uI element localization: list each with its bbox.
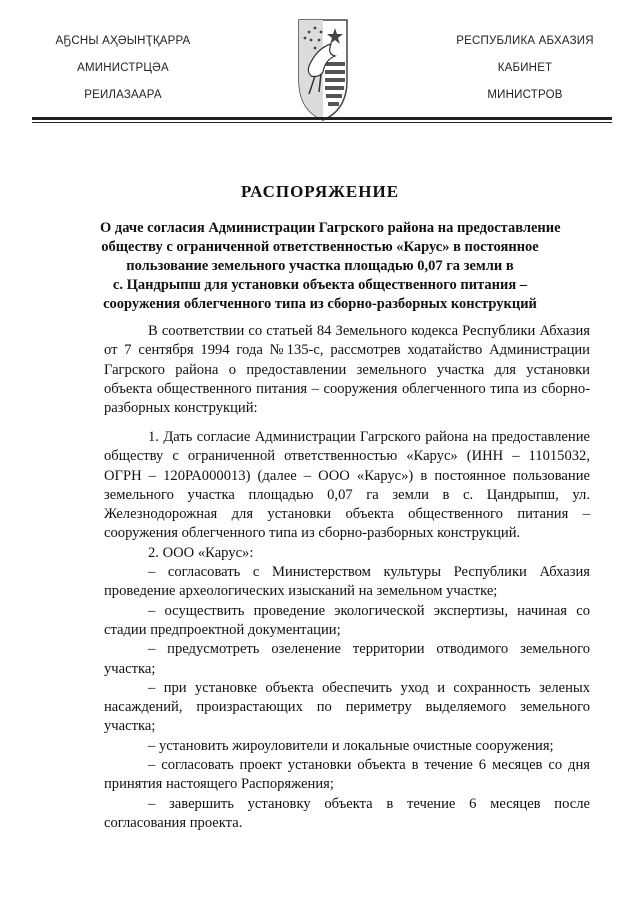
intro-paragraph: В соответствии со статьей 84 Земельного кодекса Республики Абхазия от 7 сентября 1994 года №135-с, рассмотрев ходатайство Администрации Гагрского района о предоставлении земельного участка для установки объекта общественного питания – сооружения облегченного типа из сборно-разборных конструкций: [104, 323, 590, 417]
header-right-line-3: МИНИСТРОВ [487, 89, 563, 101]
header-left-line-3: РЕИЛАЗААРА [84, 89, 162, 101]
header-divider-thick [32, 117, 612, 120]
subject-line: с. Цандрыпш для установки объекта общественного питания – [112, 277, 528, 293]
order-subitem: – установить жироуловители и локальные очистные сооружения; [148, 737, 554, 754]
subject-line: обществу с ограниченной ответственностью «Карус» в постоянное [101, 239, 539, 255]
subject-line: сооружения облегченного типа из сборно-разборных конструкций [103, 296, 537, 312]
header-right-line-1: РЕСПУБЛИКА АБХАЗИЯ [456, 35, 594, 47]
order-subitem: – завершить установку объекта в течение 6 месяцев после согласования проекта. [104, 795, 590, 831]
order-subitem: – осуществить проведение экологической экспертизы, начиная со стадии предпроектной документации; [104, 602, 590, 638]
header-left-line-2: АМИНИСТРЦӘА [77, 62, 169, 74]
subject-line: пользование земельного участка площадью 0,07 га земли в [126, 258, 514, 274]
order-subitem: – согласовать проект установки объекта в течение 6 месяцев со дня принятия настоящего Распоряжения; [104, 757, 590, 793]
state-emblem-icon [297, 18, 349, 122]
order-subitem: – предусмотреть озеленение территории отводимого земельного участка; [104, 641, 590, 677]
order-item-2-heading: 2. ООО «Карус»: [148, 544, 254, 561]
intro-block [104, 322, 590, 418]
header-right-line-2: КАБИНЕТ [497, 62, 553, 74]
header-left-block [18, 28, 228, 109]
header-left-line-1: АҔСНЫ АҲӘЫНҬҚАРРА [55, 35, 191, 47]
header-right-block [420, 28, 630, 109]
order-subitem: – при установке объекта обеспечить уход и сохранность зеленых насаждений, произрастающих по периметру выделяемого земельного участка; [104, 679, 590, 735]
order-item-1: 1. Дать согласие Администрации Гагрского района на предоставление обществу с ограниченной ответственностью «Карус» (ИНН – 11015032, ОГРН – 120РА000013) (далее – ООО «Карус») в постоянное пользование земельного участка площадью 0,07 га земли в с. Цандрыпш, ул. Железнодорожная для установки объекта общественного питания – сооружения облегченного типа из сборно-разборных конструкций. [104, 429, 590, 542]
order-items [104, 428, 590, 833]
document-subject [100, 219, 561, 314]
header-divider-thin [32, 122, 612, 123]
order-subitem: – согласовать с Министерством культуры Республики Абхазия проведение археологических изысканий на земельном участке; [104, 564, 590, 600]
subject-line: О даче согласия Администрации Гагрского района на предоставление [100, 220, 561, 236]
document-title: РАСПОРЯЖЕНИЕ [240, 182, 400, 201]
